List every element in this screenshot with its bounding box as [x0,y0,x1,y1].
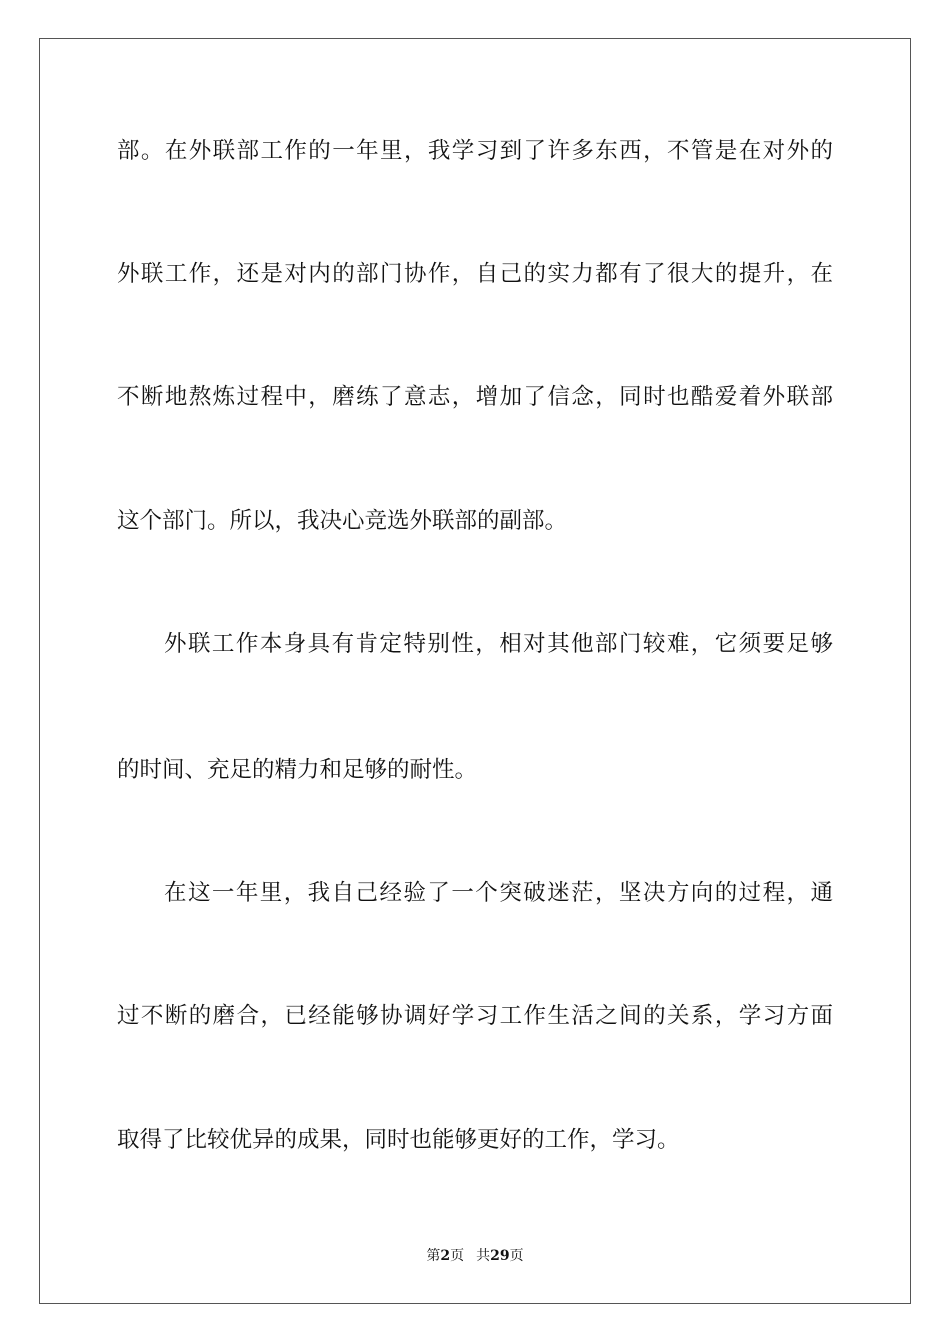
total-pages-number: 29 [490,1248,510,1264]
paragraph-line: 在这一年里，我自己经验了一个突破迷茫，坚决方向的过程，通 [164,880,833,906]
page-footer [0,1247,950,1265]
current-page-number: 2 [440,1248,451,1264]
paragraph-line: 过不断的磨合，已经能够协调好学习工作生活之间的关系，学习方面 [117,1003,833,1029]
paragraph-line: 外联工作，还是对内的部门协作，自己的实力都有了很大的提升，在 [117,261,833,287]
paragraph-line: 部。在外联部工作的一年里，我学习到了许多东西，不管是在对外的 [117,138,833,164]
footer-prefix: 第 [426,1248,441,1264]
page-border [39,38,911,1304]
paragraph-line: 的时间、充足的精力和足够的耐性。 [117,757,478,783]
footer-page-unit: 页 [450,1248,465,1264]
footer-total-unit: 页 [509,1248,524,1264]
paragraph-line: 这个部门。所以，我决心竞选外联部的副部。 [117,508,568,534]
paragraph-line: 取得了比较优异的成果，同时也能够更好的工作，学习。 [117,1127,680,1153]
paragraph-line: 不断地熬炼过程中，磨练了意志，增加了信念，同时也酷爱着外联部 [117,384,833,410]
footer-total-prefix: 共 [476,1248,491,1264]
paragraph-line: 外联工作本身具有肯定特别性，相对其他部门较难，它须要足够 [164,631,833,657]
